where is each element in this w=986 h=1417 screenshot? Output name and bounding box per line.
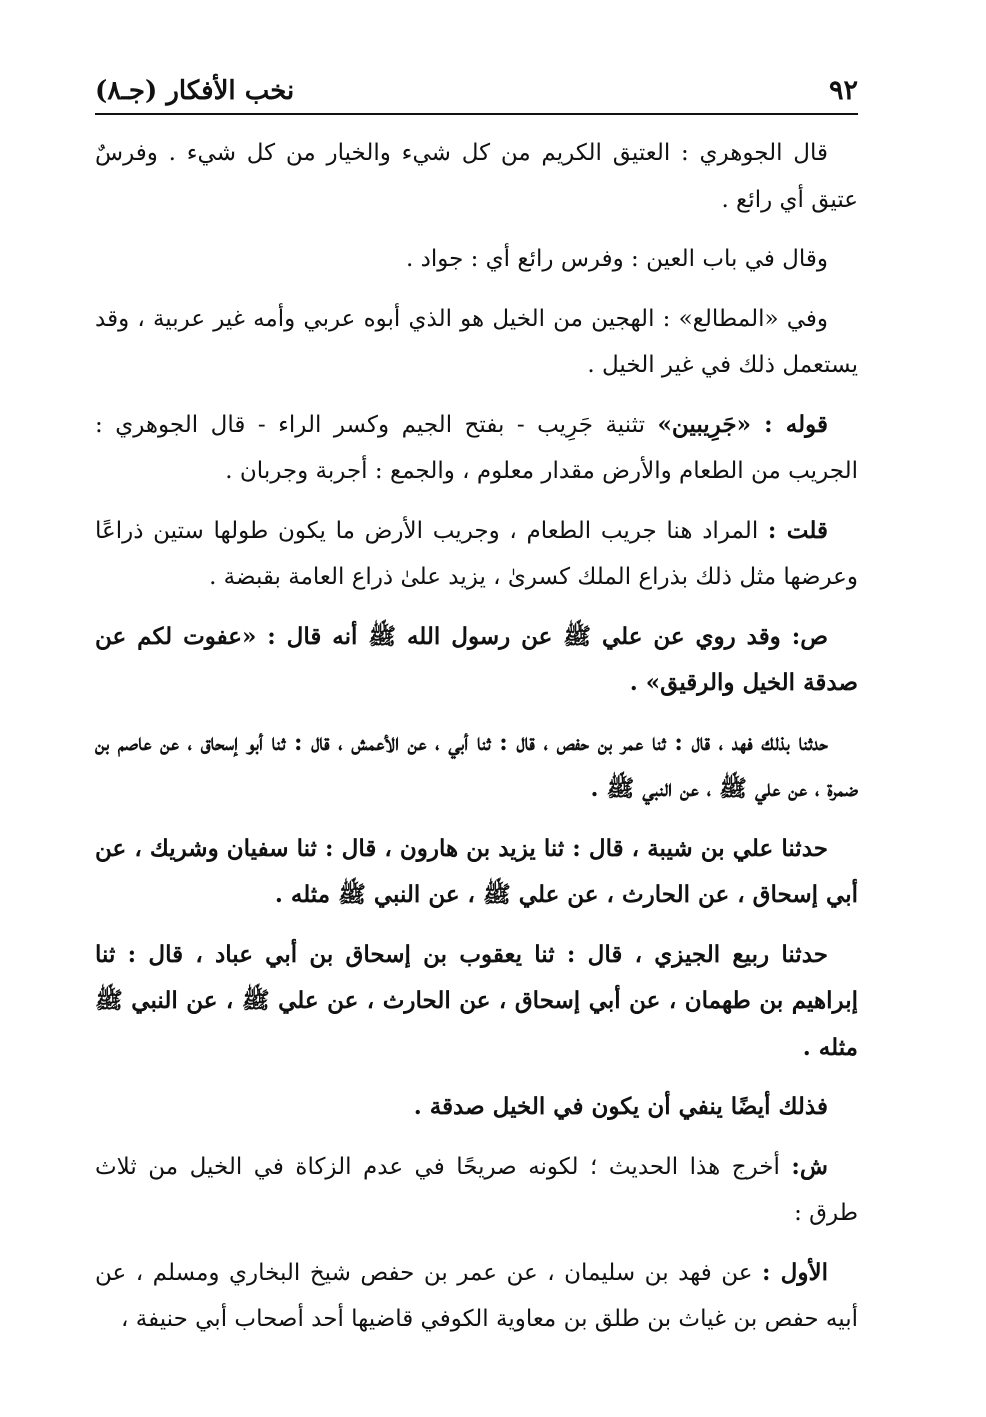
paragraph <box>95 296 858 389</box>
paragraph-text: وفي «المطالع» : الهجين من الخيل هو الذي أبوه عربي وأمه غير عربية ، وقد يستعمل ذلك في غير الخيل . <box>95 305 858 378</box>
paragraph <box>95 402 858 495</box>
running-title: نخب الأفكار (جـ٨) <box>95 76 295 106</box>
paragraph <box>95 932 858 1072</box>
page-number: ٩٢ <box>828 75 858 106</box>
paragraph <box>95 1084 858 1131</box>
paragraph <box>95 614 858 707</box>
paragraph <box>95 130 858 223</box>
paragraph-text: وقد روي عن علي ﷺ عن رسول الله ﷺ أنه قال : «عفوت لكم عن صدقة الخيل والرقيق» . <box>95 622 858 696</box>
paragraph-lead: الأول : <box>762 1258 829 1286</box>
paragraph <box>95 1250 858 1343</box>
paragraph-text: تثنية جَرِيب - بفتح الجيم وكسر الراء - قال الجوهري : الجريب من الطعام والأرض مقدار معلوم ، والجمع : أجربة وجربان . <box>95 411 858 484</box>
paragraph-text: وقال في باب العين : وفرس رائع أي : جواد . <box>405 246 828 272</box>
paragraph <box>95 826 858 919</box>
paragraph-text: أخرج هذا الحديث ؛ لكونه صريحًا في عدم الزكاة في الخيل من ثلاث طرق : <box>95 1153 858 1226</box>
header-divider <box>95 113 858 115</box>
paragraph-lead: قلت : <box>767 516 828 544</box>
paragraph-text: فذلك أيضًا ينفي أن يكون في الخيل صدقة . <box>413 1093 828 1120</box>
paragraph-text: المراد هنا جريب الطعام ، وجريب الأرض ما يكون طولها ستين ذراعًا وعرضها مثل ذلك بذراع الملك كسرىٰ ، يزيد علىٰ ذراع العامة بقبضة . <box>95 517 858 590</box>
paragraph-text: عن فهد بن سليمان ، عن عمر بن حفص شيخ البخاري ومسلم ، عن أبيه حفص بن غياث بن طلق بن معاوية الكوفي قاضيها أحد أصحاب أبي حنيفة ، <box>95 1259 858 1332</box>
paragraph <box>95 236 858 283</box>
paragraph <box>95 1144 858 1237</box>
paragraph-text: حدثنا بذلك فهد ، قال : ثنا عمر بن حفص ، قال : ثنا أبي ، عن الأعمش ، قال : ثنا أبو إسحاق ، عن عاصم بن ضمرة ، عن علي ﷺ ، عن النبي ﷺ . <box>95 728 858 802</box>
paragraph-lead: ص: <box>791 622 828 650</box>
paragraph-text: حدثنا ربيع الجيزي ، قال : ثنا يعقوب بن إسحاق بن أبي عباد ، قال : ثنا إبراهيم بن طهمان ، عن أبي إسحاق ، عن الحارث ، عن علي ﷺ ، عن النبي ﷺ مثله . <box>95 940 858 1061</box>
paragraph-text: قال الجوهري : العتيق الكريم من كل شيء والخيار من كل شيء . وفرسٌ عتيق أي رائع . <box>95 140 858 213</box>
page-body <box>95 130 858 1356</box>
paragraph <box>95 508 858 601</box>
paragraph-text: حدثنا علي بن شيبة ، قال : ثنا يزيد بن هارون ، قال : ثنا سفيان وشريك ، عن أبي إسحاق ، عن الحارث ، عن علي ﷺ ، عن النبي ﷺ مثله . <box>95 834 858 908</box>
page-header <box>95 62 858 106</box>
paragraph-lead: ش: <box>791 1152 828 1180</box>
paragraph <box>95 720 858 813</box>
paragraph-lead: قوله : «جَرِيبين» <box>657 410 828 438</box>
